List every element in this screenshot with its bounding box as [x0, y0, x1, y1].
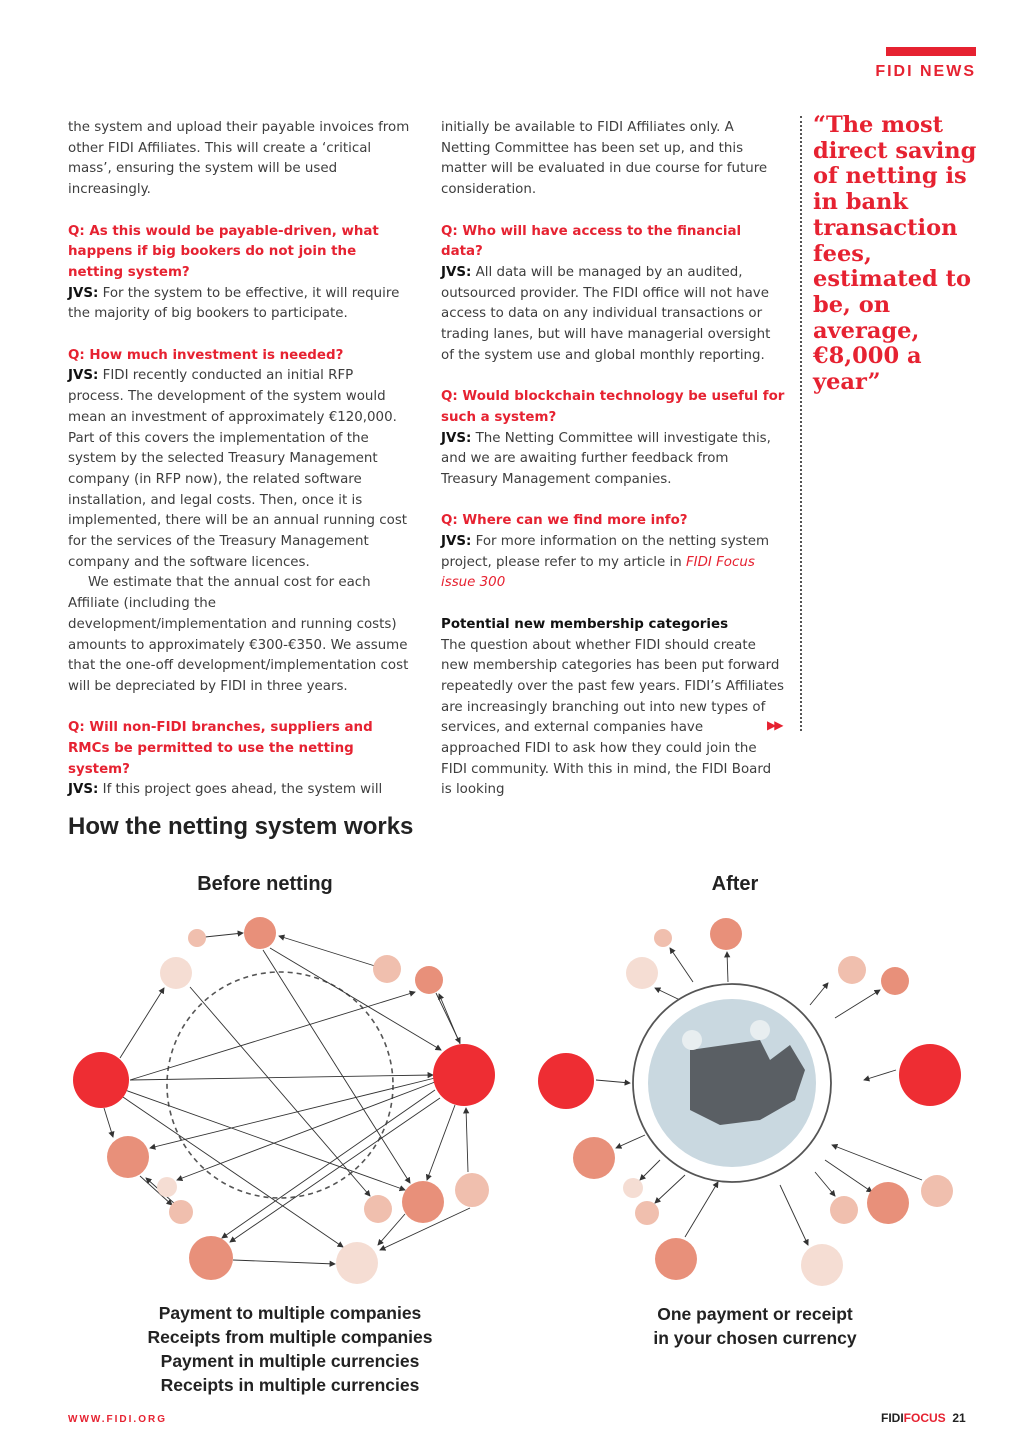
caption-line: Payment in multiple currencies — [160, 1351, 420, 1371]
caption-line: Receipts in multiple currencies — [160, 1375, 420, 1395]
caption-line: One payment or receipt — [657, 1304, 853, 1324]
answer-text: For the system to be effective, it will require the majority of big bookers to participate. — [68, 285, 400, 322]
brand-fidi: FIDI — [881, 1411, 904, 1425]
company-node — [107, 1136, 149, 1178]
paragraph: The question about whether FIDI should create new membership categories has been put forward repeatedly over the past few years. FIDI’s Affiliates are increasingly branching out into new types of services, and external companies have approached FIDI to ask how they could join the FIDI community. With this in mind, the FIDI Board is looking — [441, 637, 784, 798]
speaker: JVS: — [441, 534, 472, 550]
brand-focus: FOCUS — [903, 1411, 946, 1425]
answer-text: FIDI recently conducted an initial RFP process. The development of the system would mean an investment of approximately €120,000. Part of this covers the implementation of the system by the selected Treasury Management company (in RFP now), the related software installation, and legal costs. Then, once it is implemented, there will be an annual running cost for the services of the Treasury Management company and the software licences. — [68, 368, 408, 570]
footer-url[interactable]: WWW.FIDI.ORG — [68, 1414, 167, 1425]
question: Q: Where can we find more info? — [441, 513, 688, 529]
after-title: After — [711, 873, 759, 895]
speaker: JVS: — [68, 782, 99, 798]
company-node — [433, 1044, 495, 1106]
after-nodes — [538, 918, 961, 1286]
company-node — [188, 929, 206, 947]
paragraph: the system and upload their payable invoices from other FIDI Affiliates. This will create a ‘critical mass’, ensuring the system will be used increasingly. — [68, 120, 410, 198]
company-node — [157, 1177, 177, 1197]
company-node — [189, 1236, 233, 1280]
company-node — [364, 1195, 392, 1223]
before-nodes — [73, 917, 495, 1284]
company-node — [169, 1200, 193, 1224]
before-caption — [120, 1301, 460, 1397]
paragraph: initially be available to FIDI Affiliates only. A Netting Committee has been set up, and this matter will be evaluated in due course for future consideration. — [441, 120, 768, 198]
speaker: JVS: — [441, 264, 472, 280]
answer-text: All data will be managed by an audited, outsourced provider. The FIDI office will not have access to data on any individual transactions or trading lanes, but will have managerial oversight of the system use and global monthly reporting. — [441, 264, 771, 363]
before-title: Before netting — [197, 873, 333, 895]
company-node — [244, 917, 276, 949]
question: Q: As this would be payable-driven, what happens if big bookers do not join the netting system? — [68, 223, 379, 280]
speaker: JVS: — [441, 430, 472, 446]
answer-text: If this project goes ahead, the system will — [98, 782, 383, 798]
caption-line: Payment to multiple companies — [158, 1303, 422, 1323]
question: Q: How much investment is needed? — [68, 347, 344, 363]
pull-quote: “The most direct saving of netting is in bank transaction fees, estimated to be, on average, €8,000 a year” — [813, 112, 977, 396]
continue-arrows-icon: ▶▶ — [767, 718, 782, 732]
company-node — [73, 1052, 129, 1108]
question: Q: Would blockchain technology be useful for such a system? — [441, 389, 785, 425]
answer-text: The Netting Committee will investigate this, and we are awaiting further feedback from Treasury Management companies. — [441, 430, 771, 487]
paragraph: We estimate that the annual cost for each Affiliate (including the development/implementation and running costs) amounts to approximately €300-€350. We assume that the one-off development/implementation cost will be depreciated by FIDI in three years. — [68, 575, 409, 694]
article-link[interactable]: FIDI Focus issue 300 — [441, 554, 755, 591]
section-label: FIDI NEWS — [875, 63, 976, 80]
footer-brand — [881, 1411, 966, 1425]
company-node — [373, 955, 401, 983]
speaker: JVS: — [68, 368, 99, 384]
company-node — [160, 957, 192, 989]
company-node — [402, 1181, 444, 1223]
caption-line: Receipts from multiple companies — [147, 1327, 433, 1347]
company-node — [455, 1173, 489, 1207]
after-caption — [620, 1302, 890, 1350]
page-number: 21 — [952, 1411, 966, 1425]
company-node — [415, 966, 443, 994]
speaker: JVS: — [68, 285, 99, 301]
answer-text: For more information on the netting system project, please refer to my article in — [441, 534, 770, 570]
caption-line: in your chosen currency — [653, 1328, 857, 1348]
question: Q: Will non-FIDI branches, suppliers and RMCs be permitted to use the netting system? — [68, 720, 373, 777]
company-node — [336, 1242, 378, 1284]
question: Q: Who will have access to the financial data? — [441, 223, 742, 260]
diagram-title: How the netting system works — [68, 813, 414, 840]
subheading: Potential new membership categories — [441, 616, 729, 632]
